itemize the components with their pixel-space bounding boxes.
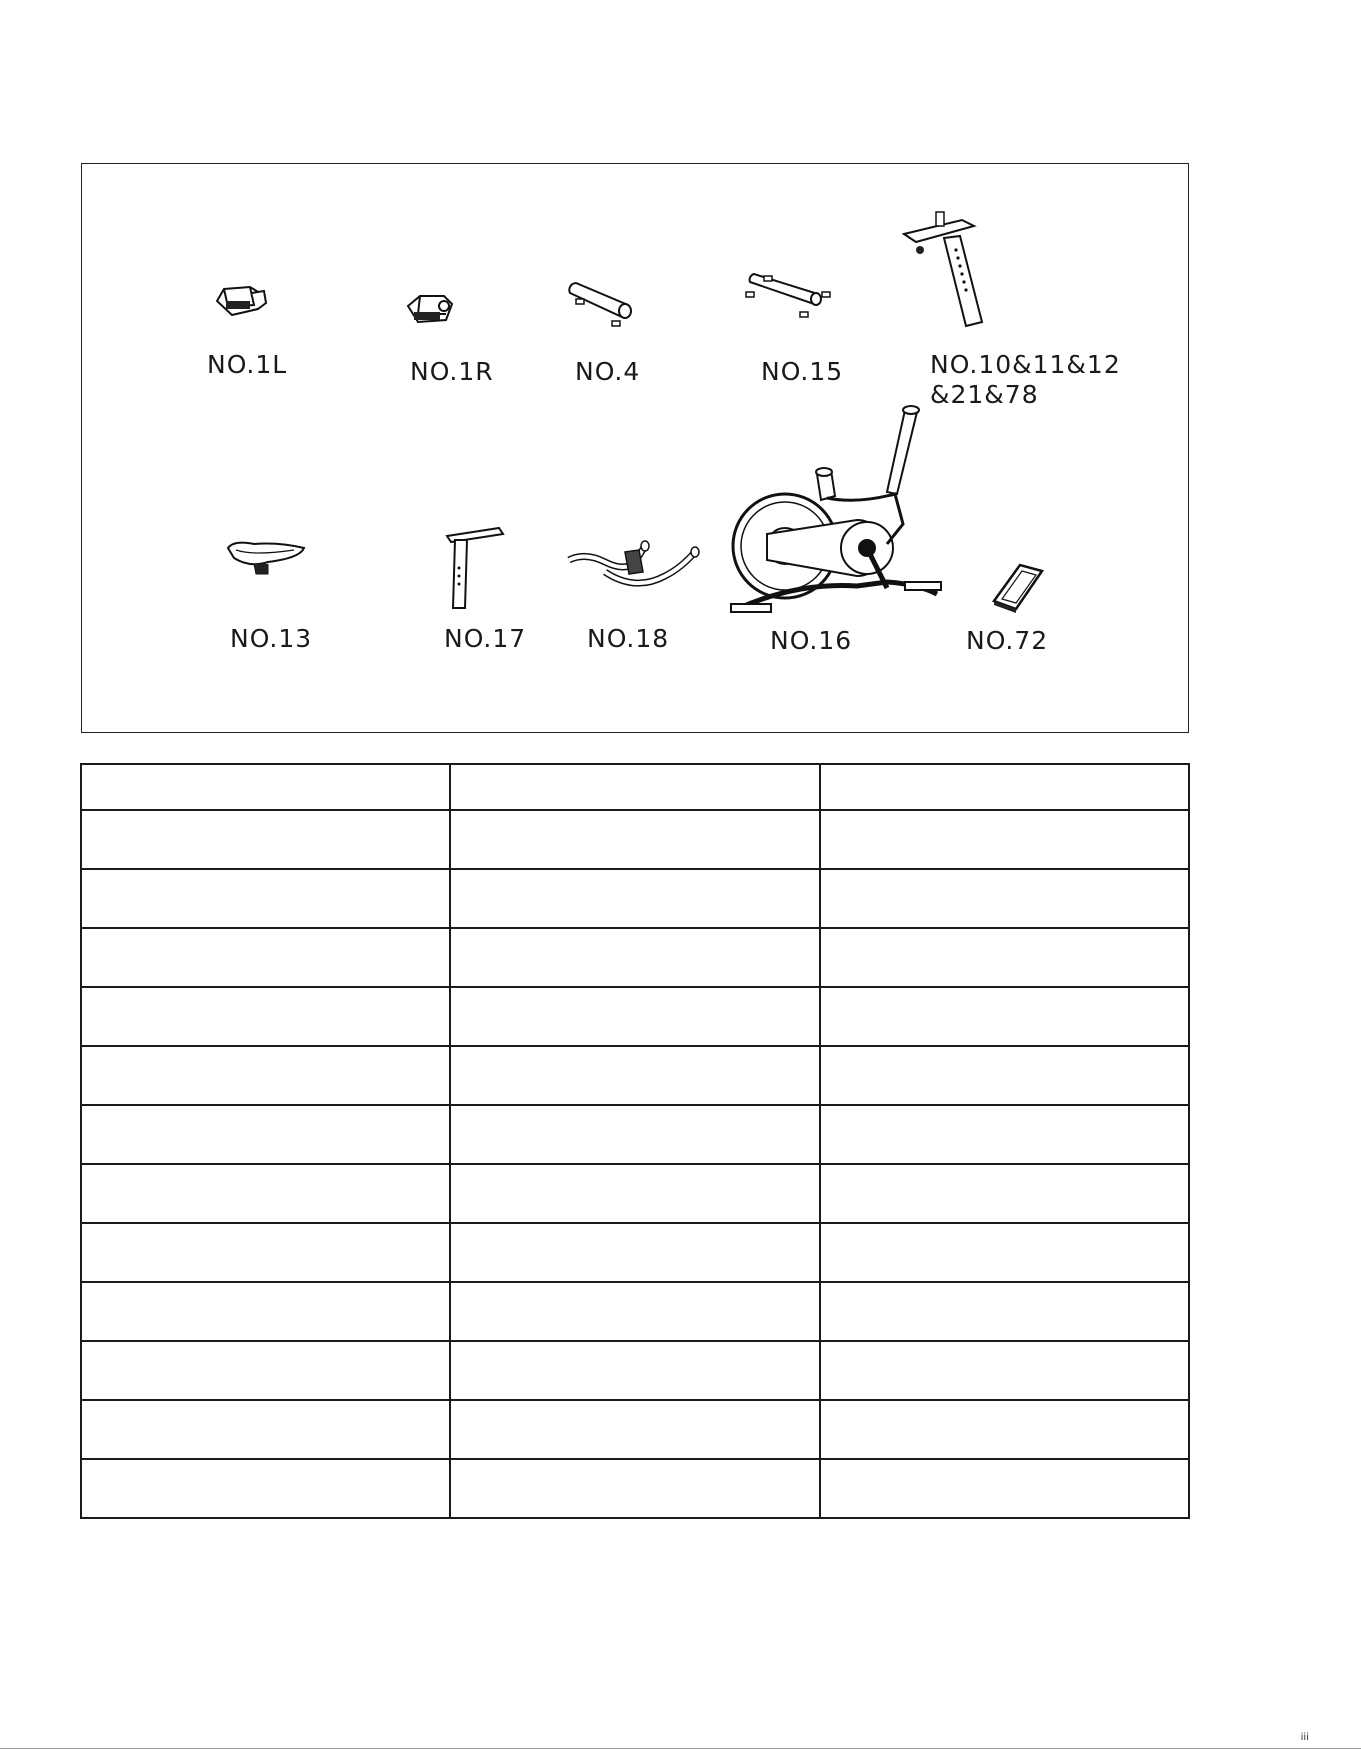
left-pedal-icon [212,279,272,329]
table-cell [81,1341,450,1400]
table-cell [81,1223,450,1282]
part-label: NO.72 [966,626,1049,655]
table-cell [81,1046,450,1105]
footer-divider [0,1748,1361,1749]
table-row [81,1459,1189,1518]
table-cell [820,1341,1189,1400]
rear-stabilizer-icon [742,274,837,329]
seat-post-slider-icon [902,212,1002,337]
console-icon [990,561,1050,616]
table-cell [81,869,450,928]
table-cell [81,1164,450,1223]
table-row [81,928,1189,987]
part-label: NO.16 [770,626,853,655]
table-cell [81,764,450,810]
table-cell [450,1164,819,1223]
right-pedal-icon [402,286,462,336]
table-cell [820,1459,1189,1518]
front-stabilizer-icon [562,281,642,336]
footer-mark: iii [1300,1732,1309,1743]
table-cell [820,928,1189,987]
table-cell [81,1282,450,1341]
table-cell [81,928,450,987]
handlebar-post-icon [443,528,513,613]
table-cell [820,1223,1189,1282]
table-cell [81,1105,450,1164]
table-row [81,1046,1189,1105]
table-row [81,1164,1189,1223]
table-cell [450,869,819,928]
table-cell [450,928,819,987]
parts-list-table [80,763,1190,1519]
table-cell [820,869,1189,928]
table-cell [450,1223,819,1282]
table-cell [81,1459,450,1518]
part-label: NO.15 [761,357,844,386]
table-cell [450,764,819,810]
table-row [81,810,1189,869]
table-cell [820,1105,1189,1164]
part-label: NO.18 [587,624,670,653]
part-label: NO.10&11&12 [930,350,1121,379]
saddle-icon [224,536,309,586]
handlebar-icon [565,532,700,607]
table-cell [820,764,1189,810]
table-cell [820,987,1189,1046]
table-row [81,869,1189,928]
table-cell [81,1400,450,1459]
table-cell [450,987,819,1046]
table-cell [820,810,1189,869]
table-cell [450,1105,819,1164]
table-cell [450,1400,819,1459]
table-cell [820,1046,1189,1105]
table-row [81,1223,1189,1282]
table-row [81,1341,1189,1400]
table-cell [81,810,450,869]
table-row [81,1105,1189,1164]
table-cell [450,1046,819,1105]
part-label: NO.4 [575,357,641,386]
table-header-row [81,764,1189,810]
main-frame-icon [727,404,947,629]
part-label: &21&78 [930,380,1039,409]
table-cell [820,1282,1189,1341]
table-cell [450,1459,819,1518]
table-cell [820,1164,1189,1223]
table-cell [450,1282,819,1341]
part-label: NO.1R [410,357,494,386]
table-row [81,1282,1189,1341]
parts-illustration-box [81,163,1189,733]
part-label: NO.1L [207,350,288,379]
table-cell [450,810,819,869]
table-cell [450,1341,819,1400]
table-row [81,987,1189,1046]
table-row [81,1400,1189,1459]
part-label: NO.17 [444,624,527,653]
table-cell [820,1400,1189,1459]
part-label: NO.13 [230,624,313,653]
table-cell [81,987,450,1046]
